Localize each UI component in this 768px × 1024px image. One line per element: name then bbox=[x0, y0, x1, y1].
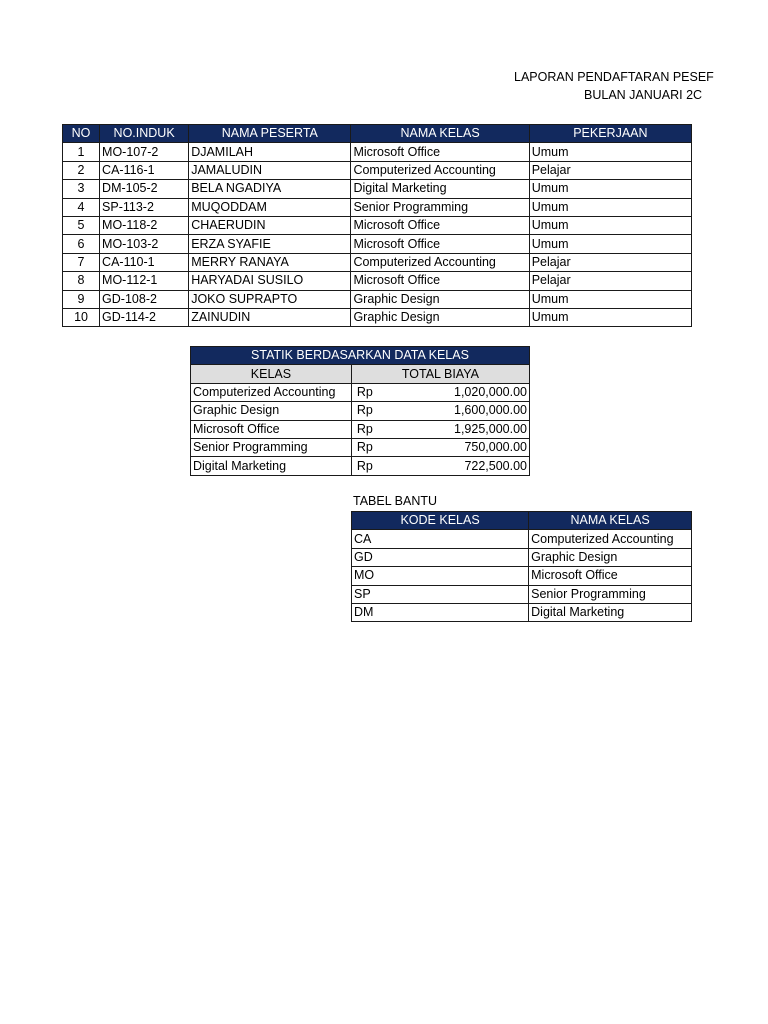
cell-total-biaya: 750,000.00 bbox=[375, 438, 529, 456]
cell-nama-kelas: Digital Marketing bbox=[351, 180, 529, 198]
cell-total-biaya: 1,600,000.00 bbox=[375, 402, 529, 420]
table-row bbox=[352, 548, 692, 566]
cell-nama-kelas: Microsoft Office bbox=[351, 216, 529, 234]
stat-title-row bbox=[191, 347, 530, 365]
cell-pekerjaan: Pelajar bbox=[529, 161, 691, 179]
cell-currency: Rp bbox=[351, 457, 375, 475]
cell-no: 5 bbox=[63, 216, 100, 234]
cell-no: 3 bbox=[63, 180, 100, 198]
report-title-line2: BULAN JANUARI 2C bbox=[584, 88, 703, 102]
cell-total-biaya: 722,500.00 bbox=[375, 457, 529, 475]
cell-nama-kelas: Microsoft Office bbox=[351, 235, 529, 253]
table-row bbox=[352, 603, 692, 621]
cell-no-induk: MO-103-2 bbox=[100, 235, 189, 253]
table-row bbox=[63, 308, 692, 326]
cell-pekerjaan: Pelajar bbox=[529, 272, 691, 290]
cell-nama-kelas: Microsoft Office bbox=[351, 143, 529, 161]
header-total-biaya: TOTAL BIAYA bbox=[351, 365, 529, 383]
cell-kelas: Graphic Design bbox=[191, 402, 352, 420]
cell-nama-kelas: Digital Marketing bbox=[529, 603, 692, 621]
cell-kode-kelas: DM bbox=[352, 603, 529, 621]
cell-no: 8 bbox=[63, 272, 100, 290]
cell-nama-kelas: Computerized Accounting bbox=[529, 530, 692, 548]
cell-total-biaya: 1,020,000.00 bbox=[375, 383, 529, 401]
cell-total-biaya: 1,925,000.00 bbox=[375, 420, 529, 438]
cell-nama-peserta: MUQODDAM bbox=[189, 198, 351, 216]
table-row bbox=[63, 143, 692, 161]
table-row bbox=[63, 161, 692, 179]
cell-nama-kelas: Computerized Accounting bbox=[351, 253, 529, 271]
header-no-induk: NO.INDUK bbox=[100, 125, 189, 143]
table-row bbox=[352, 530, 692, 548]
cell-nama-peserta: JAMALUDIN bbox=[189, 161, 351, 179]
cell-pekerjaan: Umum bbox=[529, 290, 691, 308]
table-row bbox=[352, 585, 692, 603]
cell-no-induk: MO-118-2 bbox=[100, 216, 189, 234]
report-title bbox=[500, 66, 714, 106]
cell-pekerjaan: Umum bbox=[529, 143, 691, 161]
class-statistics-table bbox=[190, 346, 530, 476]
helper-header-row bbox=[352, 512, 692, 530]
cell-nama-peserta: JOKO SUPRAPTO bbox=[189, 290, 351, 308]
cell-kode-kelas: SP bbox=[352, 585, 529, 603]
cell-no-induk: GD-108-2 bbox=[100, 290, 189, 308]
cell-no: 6 bbox=[63, 235, 100, 253]
table-row bbox=[191, 438, 530, 456]
cell-nama-peserta: BELA NGADIYA bbox=[189, 180, 351, 198]
cell-nama-kelas: Senior Programming bbox=[351, 198, 529, 216]
cell-kelas: Senior Programming bbox=[191, 438, 352, 456]
cell-pekerjaan: Umum bbox=[529, 198, 691, 216]
cell-no: 9 bbox=[63, 290, 100, 308]
header-no: NO bbox=[63, 125, 100, 143]
cell-nama-kelas: Microsoft Office bbox=[351, 272, 529, 290]
stat-header-row bbox=[191, 365, 530, 383]
cell-nama-kelas: Senior Programming bbox=[529, 585, 692, 603]
header-nama-peserta: NAMA PESERTA bbox=[189, 125, 351, 143]
cell-pekerjaan: Umum bbox=[529, 216, 691, 234]
cell-currency: Rp bbox=[351, 402, 375, 420]
cell-no-induk: MO-112-1 bbox=[100, 272, 189, 290]
cell-no-induk: CA-116-1 bbox=[100, 161, 189, 179]
registration-header-row bbox=[63, 125, 692, 143]
cell-no-induk: DM-105-2 bbox=[100, 180, 189, 198]
cell-pekerjaan: Umum bbox=[529, 180, 691, 198]
cell-nama-peserta: MERRY RANAYA bbox=[189, 253, 351, 271]
cell-nama-peserta: DJAMILAH bbox=[189, 143, 351, 161]
header-kelas: KELAS bbox=[191, 365, 352, 383]
cell-no: 10 bbox=[63, 308, 100, 326]
table-row bbox=[191, 457, 530, 475]
table-row bbox=[63, 180, 692, 198]
table-row bbox=[191, 402, 530, 420]
table-row bbox=[63, 290, 692, 308]
cell-kelas: Computerized Accounting bbox=[191, 383, 352, 401]
table-row bbox=[63, 272, 692, 290]
cell-no-induk: CA-110-1 bbox=[100, 253, 189, 271]
cell-no-induk: GD-114-2 bbox=[100, 308, 189, 326]
cell-nama-kelas: Graphic Design bbox=[529, 548, 692, 566]
table-row bbox=[191, 383, 530, 401]
cell-no: 7 bbox=[63, 253, 100, 271]
helper-table-caption: TABEL BANTU bbox=[353, 494, 438, 508]
cell-nama-peserta: ZAINUDIN bbox=[189, 308, 351, 326]
cell-pekerjaan: Umum bbox=[529, 308, 691, 326]
cell-nama-kelas: Microsoft Office bbox=[529, 567, 692, 585]
cell-kode-kelas: MO bbox=[352, 567, 529, 585]
cell-currency: Rp bbox=[351, 383, 375, 401]
registration-table bbox=[62, 124, 692, 327]
header-kode-kelas: KODE KELAS bbox=[352, 512, 529, 530]
cell-kelas: Microsoft Office bbox=[191, 420, 352, 438]
stat-title: STATIK BERDASARKAN DATA KELAS bbox=[191, 347, 530, 365]
cell-nama-peserta: ERZA SYAFIE bbox=[189, 235, 351, 253]
cell-nama-kelas: Graphic Design bbox=[351, 290, 529, 308]
cell-kelas: Digital Marketing bbox=[191, 457, 352, 475]
table-row bbox=[63, 253, 692, 271]
header-pekerjaan: PEKERJAAN bbox=[529, 125, 691, 143]
cell-pekerjaan: Umum bbox=[529, 235, 691, 253]
cell-no: 1 bbox=[63, 143, 100, 161]
table-row bbox=[63, 198, 692, 216]
helper-table bbox=[351, 511, 692, 622]
cell-nama-peserta: HARYADAI SUSILO bbox=[189, 272, 351, 290]
cell-nama-kelas: Graphic Design bbox=[351, 308, 529, 326]
cell-no: 4 bbox=[63, 198, 100, 216]
cell-kode-kelas: GD bbox=[352, 548, 529, 566]
header-nama-kelas: NAMA KELAS bbox=[529, 512, 692, 530]
header-nama-kelas: NAMA KELAS bbox=[351, 125, 529, 143]
cell-currency: Rp bbox=[351, 420, 375, 438]
table-row bbox=[352, 567, 692, 585]
table-row bbox=[63, 216, 692, 234]
cell-no-induk: MO-107-2 bbox=[100, 143, 189, 161]
cell-pekerjaan: Pelajar bbox=[529, 253, 691, 271]
cell-kode-kelas: CA bbox=[352, 530, 529, 548]
table-row bbox=[191, 420, 530, 438]
cell-no: 2 bbox=[63, 161, 100, 179]
report-title-line1: LAPORAN PENDAFTARAN PESEF bbox=[514, 70, 714, 84]
table-row bbox=[63, 235, 692, 253]
cell-currency: Rp bbox=[351, 438, 375, 456]
cell-no-induk: SP-113-2 bbox=[100, 198, 189, 216]
cell-nama-kelas: Computerized Accounting bbox=[351, 161, 529, 179]
cell-nama-peserta: CHAERUDIN bbox=[189, 216, 351, 234]
